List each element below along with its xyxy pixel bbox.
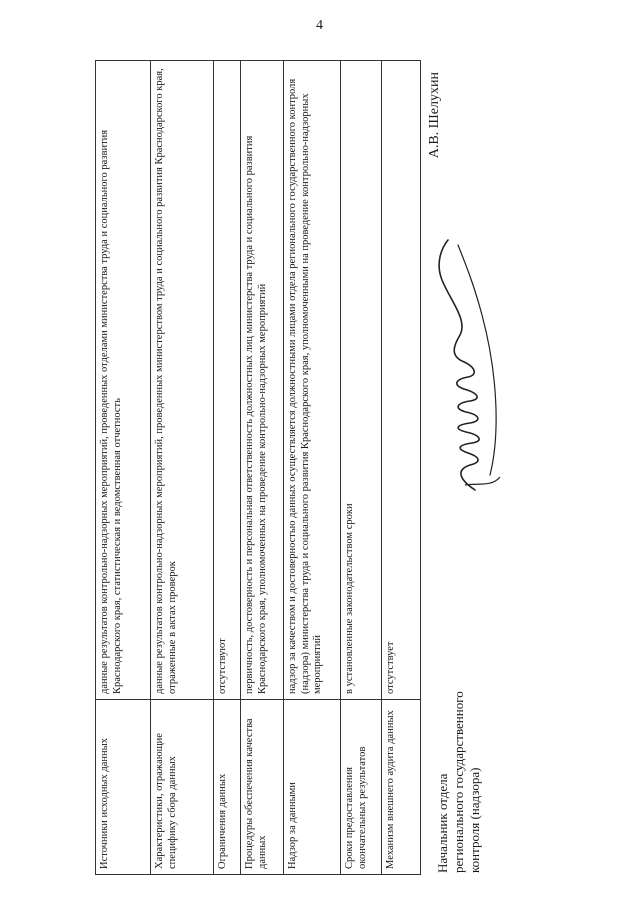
row-value: отсутствует	[382, 61, 421, 700]
row-label: Ограничения данных	[214, 700, 241, 875]
row-label: Характеристики, отражающие специфику сбора данных	[151, 700, 214, 875]
table-row	[96, 61, 151, 875]
row-value: данные результатов контрольно-надзорных мероприятий, проведенных министерством труда и социального развития Краснодарского края, отраженные в актах проверок	[151, 61, 214, 700]
title-line: контроля (надзора)	[467, 767, 482, 873]
row-value: данные результатов контрольно-надзорных мероприятий, проведенных отделами министерства труда и социального развития Краснодарского края, статистическая и ведомственная отчетность	[96, 61, 151, 700]
rotated-content	[95, 60, 535, 875]
handwritten-signature	[420, 235, 515, 495]
signatory-title	[435, 691, 483, 873]
table-row	[284, 61, 341, 875]
table-row	[214, 61, 241, 875]
row-value: надзор за качеством и достоверностью данных осуществляется должностными лицами отдела регионального государственного контроля (надзора) министерства труда и социального развития Краснодарского края, уполномоченными на проведение контрольно-надзорных мероприятий	[284, 61, 341, 700]
table-row	[241, 61, 284, 875]
row-label: Механизм внешнего аудита данных	[382, 700, 421, 875]
row-value: первичность, достоверность и персональная ответственность должностных лиц министерства труда и социального развития Краснодарского края, уполномоченных на проведение контрольно-надзорных мероприятий	[241, 61, 284, 700]
row-value: отсутствуют	[214, 61, 241, 700]
row-label: Источники исходных данных	[96, 700, 151, 875]
row-value: в установленные законодательством сроки	[341, 61, 382, 700]
signature-block	[425, 60, 535, 875]
signatory-name: А.В. Шелухин	[427, 72, 442, 159]
title-line: Начальник отдела	[435, 773, 450, 873]
page-number: 4	[316, 18, 323, 33]
row-label: Сроки предоставления окончательных результатов	[341, 700, 382, 875]
row-label: Надзор за данными	[284, 700, 341, 875]
table-row	[341, 61, 382, 875]
data-table	[95, 60, 421, 875]
table-row	[382, 61, 421, 875]
title-line: регионального государственного	[451, 691, 466, 873]
row-label: Процедуры обеспечения качества данных	[241, 700, 284, 875]
table-row	[151, 61, 214, 875]
